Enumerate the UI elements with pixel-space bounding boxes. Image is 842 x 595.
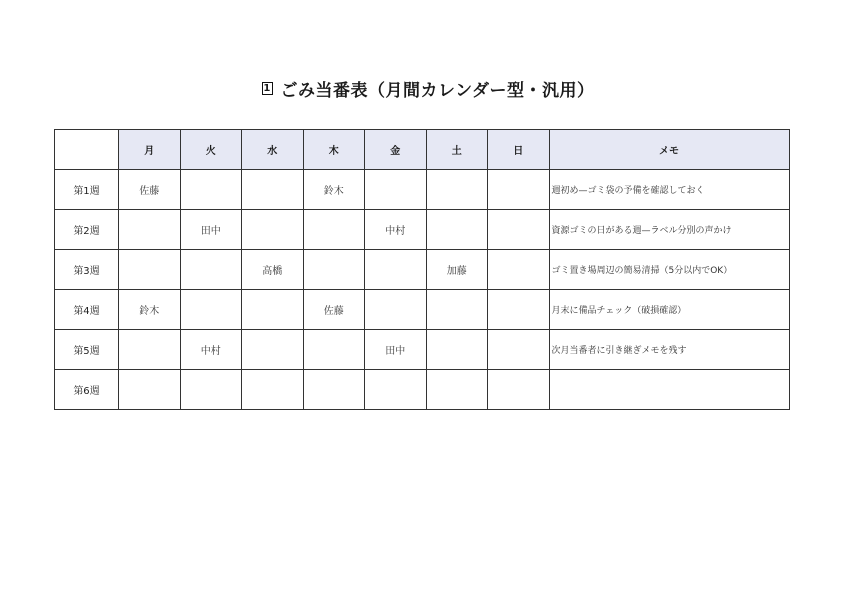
cell-tue[interactable] xyxy=(180,370,242,410)
week-label: 第4週 xyxy=(55,290,119,330)
cell-mon[interactable] xyxy=(119,370,181,410)
cell-thu[interactable] xyxy=(303,370,365,410)
cell-wed[interactable]: 高橋 xyxy=(242,250,304,290)
table-row xyxy=(55,370,790,410)
cell-mon[interactable] xyxy=(119,210,181,250)
cell-memo[interactable]: 月末に備品チェック（破損確認） xyxy=(549,290,789,330)
header-memo: メモ xyxy=(549,130,789,170)
cell-mon[interactable] xyxy=(119,330,181,370)
header-tue: 火 xyxy=(180,130,242,170)
table-row xyxy=(55,250,790,290)
cell-fri[interactable] xyxy=(365,170,427,210)
cell-sun[interactable] xyxy=(488,210,550,250)
cell-mon[interactable]: 佐藤 xyxy=(119,170,181,210)
title-text: ごみ当番表（月間カレンダー型・汎用） xyxy=(280,81,595,101)
header-sun: 日 xyxy=(488,130,550,170)
cell-tue[interactable] xyxy=(180,290,242,330)
cell-fri[interactable]: 中村 xyxy=(365,210,427,250)
cell-wed[interactable] xyxy=(242,330,304,370)
cell-fri[interactable] xyxy=(365,290,427,330)
cell-memo[interactable] xyxy=(549,370,789,410)
cell-sat[interactable] xyxy=(426,330,488,370)
week-label: 第3週 xyxy=(55,250,119,290)
header-fri: 金 xyxy=(365,130,427,170)
cell-tue[interactable]: 田中 xyxy=(180,210,242,250)
week-label: 第5週 xyxy=(55,330,119,370)
cell-mon[interactable]: 鈴木 xyxy=(119,290,181,330)
cell-thu[interactable]: 佐藤 xyxy=(303,290,365,330)
cell-thu[interactable] xyxy=(303,250,365,290)
cell-wed[interactable] xyxy=(242,170,304,210)
cell-memo[interactable]: 資源ゴミの日がある週—ラベル分別の声かけ xyxy=(549,210,789,250)
cell-sun[interactable] xyxy=(488,170,550,210)
cell-sun[interactable] xyxy=(488,330,550,370)
cell-sun[interactable] xyxy=(488,250,550,290)
table-row xyxy=(55,330,790,370)
week-label: 第6週 xyxy=(55,370,119,410)
header-sat: 土 xyxy=(426,130,488,170)
cell-sun[interactable] xyxy=(488,370,550,410)
header-mon: 月 xyxy=(119,130,181,170)
cell-wed[interactable] xyxy=(242,370,304,410)
table-row xyxy=(55,290,790,330)
header-thu: 木 xyxy=(303,130,365,170)
header-row xyxy=(55,130,790,170)
table-row xyxy=(55,170,790,210)
cell-sat[interactable]: 加藤 xyxy=(426,250,488,290)
cell-wed[interactable] xyxy=(242,210,304,250)
cell-sun[interactable] xyxy=(488,290,550,330)
cell-tue[interactable]: 中村 xyxy=(180,330,242,370)
cell-fri[interactable] xyxy=(365,250,427,290)
number-box-icon: 1 xyxy=(263,82,271,94)
cell-fri[interactable] xyxy=(365,370,427,410)
cell-thu[interactable]: 鈴木 xyxy=(303,170,365,210)
duty-roster-table xyxy=(54,129,790,410)
cell-sat[interactable] xyxy=(426,170,488,210)
page-title xyxy=(0,76,842,101)
cell-thu[interactable] xyxy=(303,210,365,250)
cell-memo[interactable]: 次月当番者に引き継ぎメモを残す xyxy=(549,330,789,370)
cell-wed[interactable] xyxy=(242,290,304,330)
cell-fri[interactable]: 田中 xyxy=(365,330,427,370)
cell-thu[interactable] xyxy=(303,330,365,370)
cell-mon[interactable] xyxy=(119,250,181,290)
cell-sat[interactable] xyxy=(426,290,488,330)
header-wed: 水 xyxy=(242,130,304,170)
cell-sat[interactable] xyxy=(426,210,488,250)
cell-tue[interactable] xyxy=(180,170,242,210)
week-label: 第2週 xyxy=(55,210,119,250)
cell-memo[interactable]: 週初め—ゴミ袋の予備を確認しておく xyxy=(549,170,789,210)
corner-cell xyxy=(55,130,119,170)
cell-tue[interactable] xyxy=(180,250,242,290)
table-row xyxy=(55,210,790,250)
week-label: 第1週 xyxy=(55,170,119,210)
cell-memo[interactable]: ゴミ置き場周辺の簡易清掃（5分以内でOK） xyxy=(549,250,789,290)
cell-sat[interactable] xyxy=(426,370,488,410)
